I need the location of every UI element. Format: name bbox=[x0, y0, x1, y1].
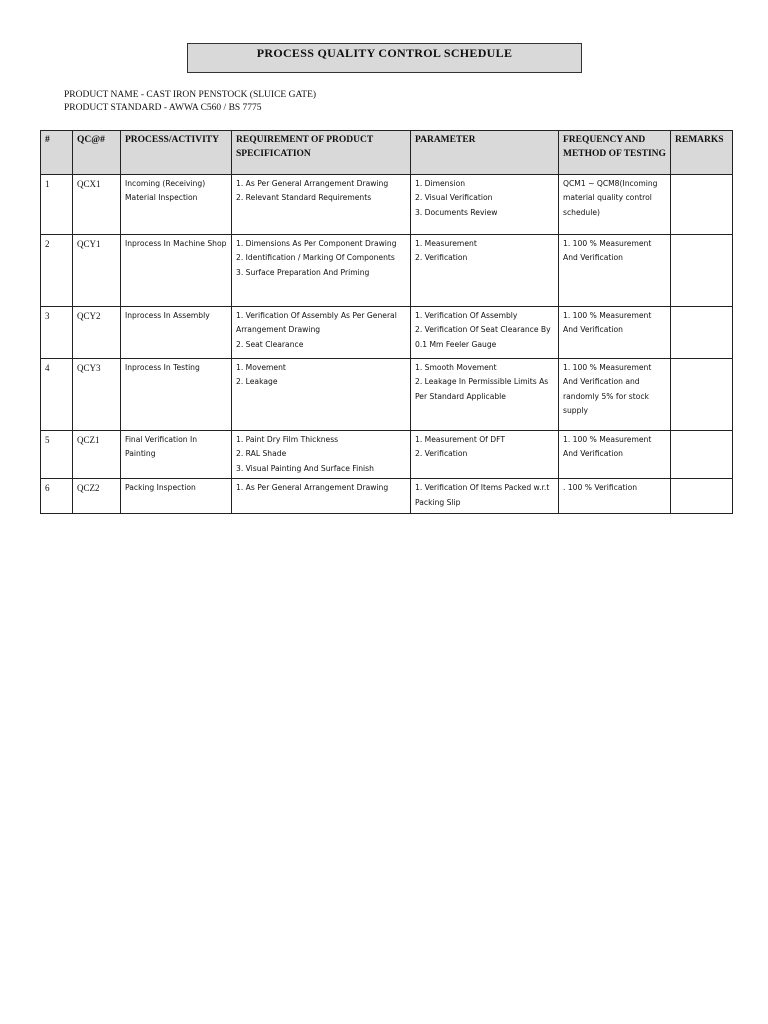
row-qc-code: QCY2 bbox=[73, 307, 121, 359]
requirement-item: 2. Leakage bbox=[236, 377, 278, 387]
header-parameter: PARAMETER bbox=[411, 131, 559, 175]
table-row bbox=[41, 479, 733, 514]
parameter-item: 1. Dimension bbox=[415, 179, 466, 188]
row-parameter bbox=[411, 431, 559, 479]
row-remarks bbox=[671, 235, 733, 307]
requirement-item: 2. Seat Clearance bbox=[236, 339, 304, 349]
requirement-item: 3. Visual Painting And Surface Finish bbox=[236, 463, 374, 473]
quality-control-table bbox=[40, 130, 733, 514]
table-row bbox=[41, 235, 733, 307]
row-qc-code: QCX1 bbox=[73, 175, 121, 235]
row-qc-code: QCZ2 bbox=[73, 479, 121, 514]
row-requirement bbox=[232, 307, 411, 359]
row-process: Packing Inspection bbox=[121, 479, 232, 514]
row-parameter bbox=[411, 235, 559, 307]
row-requirement bbox=[232, 479, 411, 514]
parameter-item: 2. Leakage In Permissible Limits As Per Standard Applicable bbox=[415, 377, 549, 401]
table-row bbox=[41, 359, 733, 431]
row-requirement bbox=[232, 175, 411, 235]
row-remarks bbox=[671, 479, 733, 514]
row-frequency: QCM1 ~ QCM8(Incoming material quality control schedule) bbox=[559, 175, 671, 235]
header-num: # bbox=[41, 131, 73, 175]
row-remarks bbox=[671, 175, 733, 235]
row-qc-code: QCY3 bbox=[73, 359, 121, 431]
row-requirement bbox=[232, 359, 411, 431]
row-parameter bbox=[411, 359, 559, 431]
row-remarks bbox=[671, 307, 733, 359]
product-name: PRODUCT NAME - CAST IRON PENSTOCK (SLUICE GATE) bbox=[64, 90, 317, 100]
parameter-item: 1. Measurement Of DFT bbox=[415, 435, 505, 444]
row-requirement bbox=[232, 431, 411, 479]
row-num: 4 bbox=[41, 359, 73, 431]
row-frequency: 1. 100 % Measurement And Verification bbox=[559, 431, 671, 479]
header-requirement: REQUIREMENT OF PRODUCT SPECIFICATION bbox=[232, 131, 411, 175]
row-parameter bbox=[411, 175, 559, 235]
table-row bbox=[41, 431, 733, 479]
row-num: 1 bbox=[41, 175, 73, 235]
row-requirement bbox=[232, 235, 411, 307]
requirement-item: 1. Movement bbox=[236, 363, 286, 372]
requirement-item: 2. RAL Shade bbox=[236, 449, 287, 459]
row-process: Inprocess In Testing bbox=[121, 359, 232, 431]
row-process: Inprocess In Machine Shop bbox=[121, 235, 232, 307]
parameter-item: 1. Verification Of Items Packed w.r.t Packing Slip bbox=[415, 483, 550, 507]
row-remarks bbox=[671, 431, 733, 479]
requirement-item: 1. As Per General Arrangement Drawing bbox=[236, 179, 389, 188]
row-remarks bbox=[671, 359, 733, 431]
requirement-item: 1. As Per General Arrangement Drawing bbox=[236, 483, 389, 493]
row-num: 3 bbox=[41, 307, 73, 359]
requirement-item: 2. Identification / Marking Of Components bbox=[236, 253, 395, 263]
product-info bbox=[64, 89, 316, 115]
table-row bbox=[41, 307, 733, 359]
row-process: Inprocess In Assembly bbox=[121, 307, 232, 359]
parameter-item: 2. Verification bbox=[415, 449, 468, 459]
row-qc-code: QCY1 bbox=[73, 235, 121, 307]
header-qc: QC@# bbox=[73, 131, 121, 175]
parameter-item: 2. Visual Verification bbox=[415, 193, 493, 203]
parameter-item: 1. Measurement bbox=[415, 239, 477, 248]
parameter-item: 2. Verification bbox=[415, 253, 468, 263]
row-qc-code: QCZ1 bbox=[73, 431, 121, 479]
parameter-item: 3. Documents Review bbox=[415, 207, 498, 217]
requirement-item: 1. Paint Dry Film Thickness bbox=[236, 435, 339, 444]
row-num: 5 bbox=[41, 431, 73, 479]
row-num: 2 bbox=[41, 235, 73, 307]
product-standard: PRODUCT STANDARD - AWWA C560 / BS 7775 bbox=[64, 103, 262, 113]
table-header-row bbox=[41, 131, 733, 175]
row-process: Final Verification In Painting bbox=[121, 431, 232, 479]
requirement-item: 1. Verification Of Assembly As Per General Arrangement Drawing bbox=[236, 311, 397, 335]
document-title: PROCESS QUALITY CONTROL SCHEDULE bbox=[187, 43, 582, 73]
row-num: 6 bbox=[41, 479, 73, 514]
requirement-item: 3. Surface Preparation And Priming bbox=[236, 267, 370, 277]
parameter-item: 2. Verification Of Seat Clearance By 0.1 Mm Feeler Gauge bbox=[415, 325, 551, 349]
parameter-item: 1. Smooth Movement bbox=[415, 363, 497, 372]
requirement-item: 2. Relevant Standard Requirements bbox=[236, 193, 372, 203]
parameter-item: 1. Verification Of Assembly bbox=[415, 311, 518, 320]
requirement-item: 1. Dimensions As Per Component Drawing bbox=[236, 239, 397, 248]
header-remarks: REMARKS bbox=[671, 131, 733, 175]
row-frequency: 1. 100 % Measurement And Verification bbox=[559, 235, 671, 307]
row-process: Incoming (Receiving) Material Inspection bbox=[121, 175, 232, 235]
row-frequency: 1. 100 % Measurement And Verification bbox=[559, 307, 671, 359]
row-parameter bbox=[411, 479, 559, 514]
header-frequency: FREQUENCY AND METHOD OF TESTING bbox=[559, 131, 671, 175]
table-row bbox=[41, 175, 733, 235]
header-process: PROCESS/ACTIVITY bbox=[121, 131, 232, 175]
row-frequency: . 100 % Verification bbox=[559, 479, 671, 514]
row-parameter bbox=[411, 307, 559, 359]
row-frequency: 1. 100 % Measurement And Verification and randomly 5% for stock supply bbox=[559, 359, 671, 431]
